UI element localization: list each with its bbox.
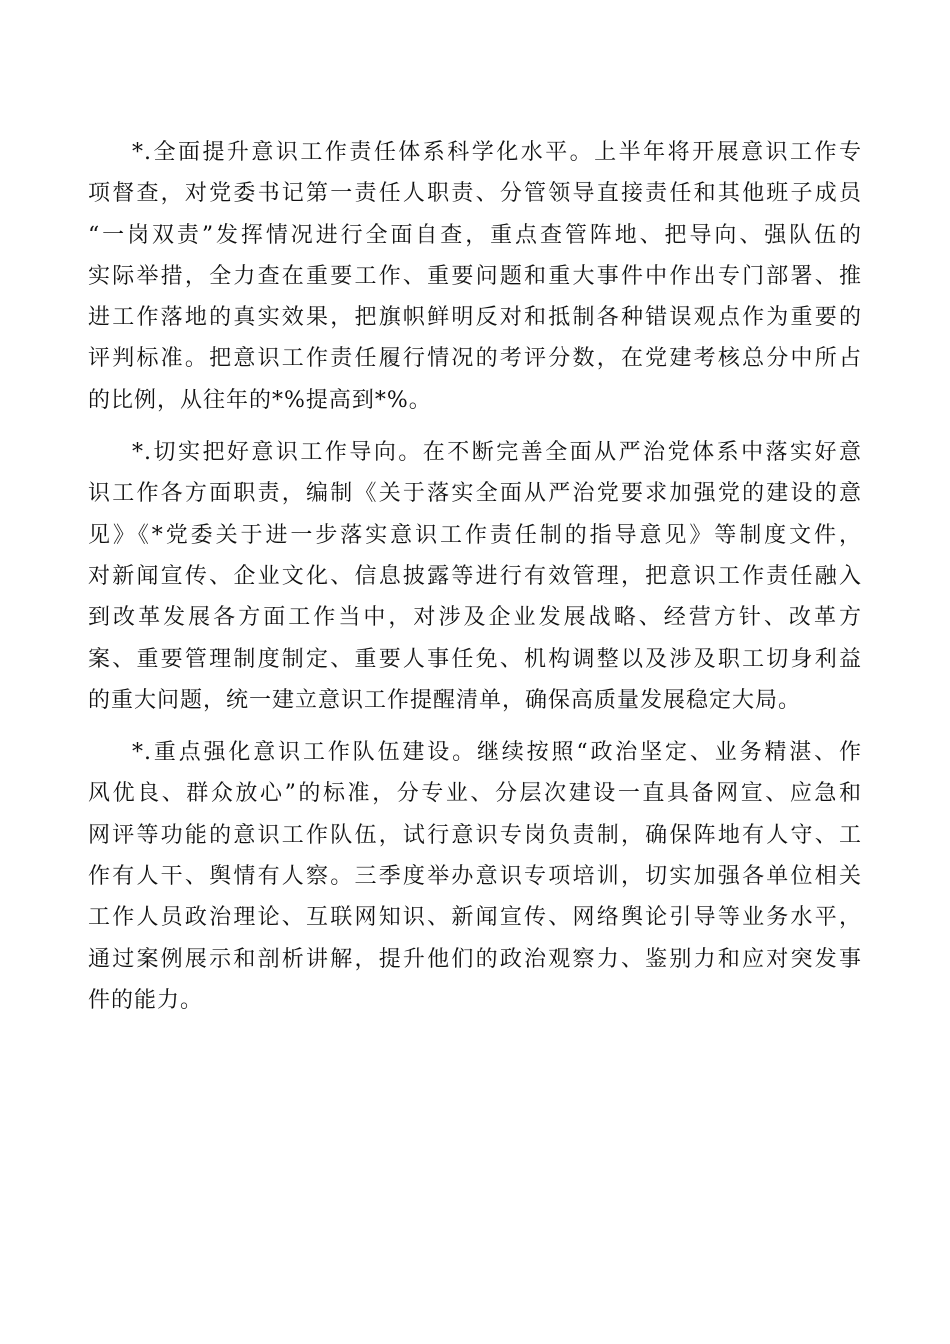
text-line: *.重点强化意识工作队伍建设。继续按照“政治坚定、业务精湛、作 (132, 740, 862, 766)
text-line: 的比例，从往年的*%提高到*%。 (88, 387, 432, 413)
document-page (88, 132, 862, 1021)
paragraph-spacer (88, 721, 862, 732)
text-line: 项督查，对党委书记第一责任人职责、分管领导直接责任和其他班子成员 (88, 181, 862, 207)
text-line: 通过案例展示和剖析讲解，提升他们的政治观察力、鉴别力和应对突发事 (88, 946, 862, 972)
text-line: 到改革发展各方面工作当中，对涉及企业发展战略、经营方针、改革方 (88, 605, 862, 631)
text-line: 实际举措，全力查在重要工作、重要问题和重大事件中作出专门部署、推 (88, 263, 862, 289)
text-line: 案、重要管理制度制定、重要人事任免、机构调整以及涉及职工切身利益 (88, 646, 862, 672)
text-line: 识工作各方面职责，编制《关于落实全面从严治党要求加强党的建设的意 (88, 481, 862, 507)
text-line: 网评等功能的意识工作队伍，试行意识专岗负责制，确保阵地有人守、工 (88, 822, 862, 848)
text-line: 工作人员政治理论、互联网知识、新闻宣传、网络舆论引导等业务水平， (88, 905, 862, 931)
text-line: 进工作落地的真实效果，把旗帜鲜明反对和抵制各种错误观点作为重要的 (88, 305, 862, 331)
text-line: *.全面提升意识工作责任体系科学化水平。上半年将开展意识工作专 (132, 140, 862, 165)
text-line: “一岗双责”发挥情况进行全面自查，重点查管阵地、把导向、强队伍的 (88, 222, 862, 248)
paragraph-2 (88, 432, 862, 721)
text-line: 评判标准。把意识工作责任履行情况的考评分数，在党建考核总分中所占 (88, 346, 862, 372)
text-line: 件的能力。 (88, 987, 204, 1013)
text-line: *.切实把好意识工作导向。在不断完善全面从严治党体系中落实好意 (132, 440, 862, 466)
text-line: 的重大问题，统一建立意识工作提醒清单，确保高质量发展稳定大局。 (88, 687, 802, 713)
text-line: 作有人干、舆情有人察。三季度举办意识专项培训，切实加强各单位相关 (88, 864, 862, 890)
paragraph-spacer (88, 421, 862, 432)
paragraph-1 (88, 132, 862, 421)
text-line: 风优良、群众放心”的标准，分专业、分层次建设一直具备网宣、应急和 (88, 781, 862, 807)
text-line: 见》《*党委关于进一步落实意识工作责任制的指导意见》等制度文件， (88, 522, 862, 548)
paragraph-3 (88, 732, 862, 1021)
text-line: 对新闻宣传、企业文化、信息披露等进行有效管理，把意识工作责任融入 (88, 563, 862, 589)
